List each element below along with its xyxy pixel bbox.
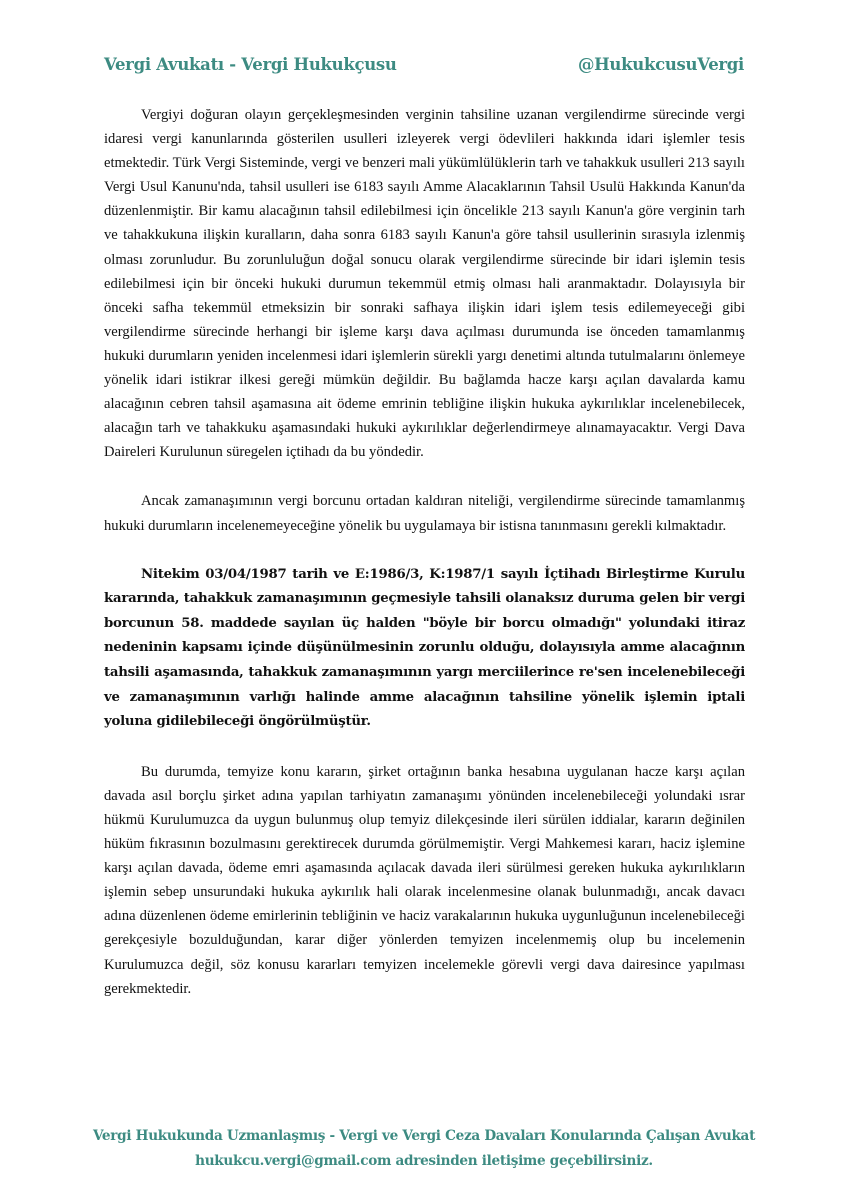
paragraph-zamanasimi-istisna: Ancak zamanaşımının vergi borcunu ortadan kaldıran niteliği, vergilendirme sürecinde tamamlanmış hukuki durumların incelenemeyeceğine yönelik bu uygulamaya bir istisna tanınmasını gerekli kılmaktadır. bbox=[104, 493, 745, 534]
paragraph-ictihadi-birlestirme: Nitekim 03/04/1987 tarih ve E:1986/3, K:1987/1 sayılı İçtihadı Birleştirme Kurulu kararında, tahakkuk zamanaşımının geçmesiyle tahsili olanaksız duruma gelen bir vergi borcunun 58. maddede sayılan üç halden "böyle bir borcu olmadığı" yolundaki itiraz nedeninin kapsamı içinde düşünülmesinin zorunlu olduğu, dolayısıyla amme alacağının tahsili aşamasında, tahakkuk zamanaşımının yargı merciilerince re'sen incelenebileceği ve zamanaşımının varlığı halinde amme alacağının tahsiline yönelik işlemin iptali yoluna gidilebileceği öngörülmüştür. bbox=[104, 566, 745, 730]
paragraph-vergilendirme-sureci: Vergiyi doğuran olayın gerçekleşmesinden verginin tahsiline uzanan vergilendirme sürecinde vergi idaresi vergi kanunlarında gösterilen usulleri izleyerek vergi ödevlileri hakkında idari işlemler tesis etmektedir. Türk Vergi Sisteminde, vergi ve benzeri mali yükümlülüklerin tarh ve tahakkuk usulleri 213 sayılı Vergi Usul Kanunu'nda, tahsil usulleri ise 6183 sayılı Amme Alacaklarının Tahsil Usulü Hakkında Kanun'da düzenlenmiştir. Bir kamu alacağının tahsil edilebilmesi için öncelikle 213 sayılı Kanun'a göre verginin tarh ve tahakkukuna ilişkin kuralların, daha sonra 6183 sayılı Kanun'a göre tahsil usullerinin sırasıyla izlenmiş olması zorunludur. Bu zorunluluğun doğal sonucu olarak vergilendirme sürecinde bir idari işlemin tesis edilebilmesi için bir önceki hukuki durumun tekemmül etmiş olması hali aranmaktadır. Dolayısıyla bir önceki safha tekemmül etmeksizin bir sonraki safhaya ilişkin idari işlem tesis edilemeyeceği gibi vergilendirme sürecinde herhangi bir işleme karşı dava açılması durumunda ise önceden tamamlanmış hukuki durumların yeniden incelenmesi idari işlemlerin sürekli yargı denetimi altında tutulmalarını önlemeye yönelik idari istikrar ilkesi gereği mümkün değildir. Bu bağlamda hacze karşı açılan davalarda kamu alacağının cebren tahsil aşamasına ait ödeme emrinin tebliğine ilişkin hukuka aykırılıklar incelenebilecek, alacağın tarh ve tahakkuku aşamasındaki hukuki aykırılıklar değerlendirmeye alınamayacaktır. Vergi Dava Daireleri Kurulunun süregelen içtihadı da bu yöndedir. bbox=[104, 107, 745, 461]
header-title: Vergi Avukatı - Vergi Hukukçusu bbox=[104, 55, 397, 74]
footer-contact: hukukcu.vergi@gmail.com adresinden iletişime geçebilirsiniz. bbox=[195, 1153, 653, 1169]
document-body bbox=[104, 103, 745, 1026]
header-social-handle: @HukukcusuVergi bbox=[577, 55, 744, 74]
footer-tagline: Vergi Hukukunda Uzmanlaşmış - Vergi ve Vergi Ceza Davaları Konularında Çalışan Avukat bbox=[92, 1128, 756, 1144]
paragraph-sonuc: Bu durumda, temyize konu kararın, şirket ortağının banka hesabına uygulanan hacze karşı açılan davada asıl borçlu şirket adına yapılan tarhiyatın zamanaşımı yönünden incelenebileceği yolundaki ısrar hükmü Kurulumuzca da uygun bulunmuş olup temyiz dilekçesinde ileri sürülen iddialar, kararın değinilen hüküm fıkrasının bozulmasını gerektirecek durumda görülmemiştir. Vergi Mahkemesi kararı, haciz işlemine karşı açılan davada, ödeme emri aşamasında açılacak davada ileri sürülmesi gereken hukuka aykırılıkların işlemin sebep unsurundaki hukuka aykırılık hali olarak incelenmesine olanak bulunmadığı, ancak davacı adına düzenlenen ödeme emirlerinin tebliğinin ve haciz varakalarının hukuka uygunluğunun incelenebileceği gerekçesiyle bozulduğundan, karar diğer yönlerden temyizen incelenmemiş olup bu incelemenin Kurulumuzca değil, söz konusu kararları temyizen incelemekle görevli vergi dava dairesince yapılması gerekmektedir. bbox=[104, 763, 745, 997]
